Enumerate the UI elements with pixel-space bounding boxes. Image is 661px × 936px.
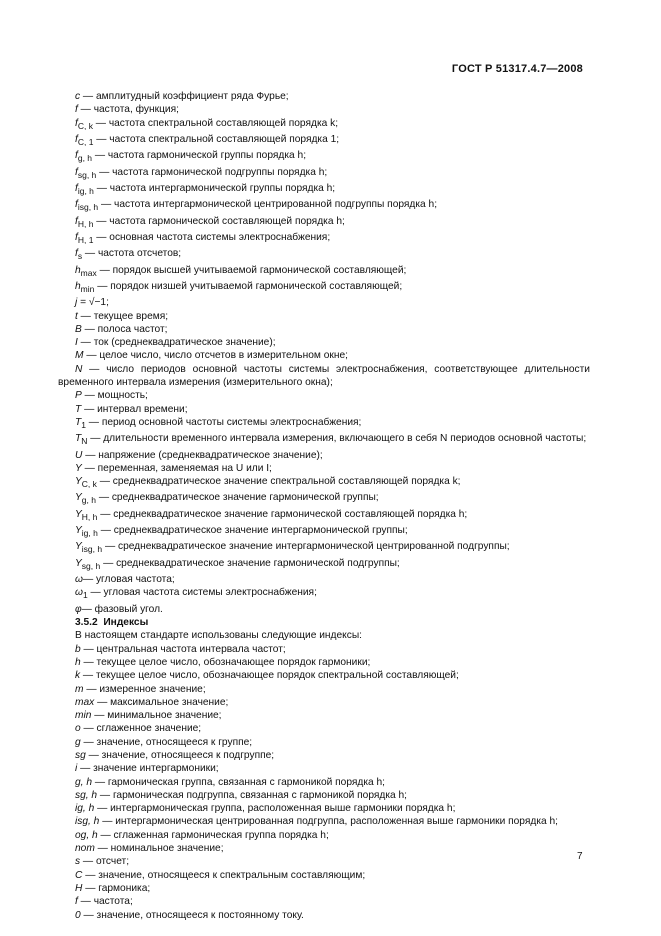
symbol-description: — минимальное значение; [91, 710, 222, 722]
symbol-description: — порядок высшей учитываемой гармонической составляющей; [96, 264, 407, 276]
symbol-n-paragraph [58, 363, 590, 390]
symbol: Y [75, 462, 82, 474]
symbol-item [58, 117, 590, 133]
symbol-subscript: g, h [81, 495, 96, 506]
symbol-description: = √−1; [77, 297, 109, 309]
symbol: sg [75, 749, 86, 761]
symbol: I [75, 337, 78, 349]
symbol-subscript: sg, h [81, 560, 101, 571]
symbol-item [58, 815, 590, 828]
symbol-item [58, 696, 590, 709]
section-intro: В настоящем стандарте использованы следующие индексы: [75, 630, 362, 642]
symbol-item [58, 133, 590, 149]
symbol-item [58, 776, 590, 789]
symbol-subscript: H, h [77, 218, 94, 229]
symbol-item [58, 842, 590, 855]
symbol-description: — частота интергармонической центрированной подгруппы порядка h; [98, 199, 438, 211]
symbol: f [75, 248, 78, 260]
symbol-description: — частота спектральной составляющей порядка k; [92, 117, 339, 129]
symbol-item [58, 449, 590, 462]
section-heading [58, 616, 590, 629]
symbol-item [58, 310, 590, 323]
symbol-description: — основная частота системы электроснабжения; [93, 231, 331, 243]
symbol-description: — длительности временного интервала измерения, включающего в себя N периодов основной частоты; [87, 433, 587, 445]
symbol-description: — среднеквадратическое значение интергармонической центрированной подгруппы; [102, 541, 510, 553]
symbol: nom [75, 843, 95, 855]
symbol-item [58, 389, 590, 402]
symbol: 0 [75, 909, 81, 921]
page-number: 7 [577, 851, 583, 862]
symbol-item [58, 557, 590, 573]
symbol-item [58, 909, 590, 922]
symbol-item [58, 540, 590, 556]
symbol-subscript: C, k [81, 479, 97, 490]
symbol-description: — текущее целое число, обозначающее порядок гармоники; [80, 656, 371, 668]
symbol-description: — фазовый угол. [81, 603, 163, 615]
symbol: M [75, 350, 84, 362]
symbol: P [75, 390, 82, 402]
symbol-item [58, 323, 590, 336]
symbol-item [58, 709, 590, 722]
section-number: 3.5.2 [75, 617, 98, 629]
symbol-item [58, 475, 590, 491]
symbol: H [75, 882, 83, 894]
symbol-subscript: sg, h [77, 169, 97, 180]
symbol: m [75, 683, 84, 695]
symbol-item [58, 198, 590, 214]
symbol: f [75, 896, 78, 908]
symbol-item [58, 749, 590, 762]
symbol: og, h [75, 829, 98, 841]
symbol-description: — число периодов основной частоты системы электроснабжения, соответствующее длительности временного интервала измерения (измерительного окна); [58, 363, 590, 388]
symbol: Y [75, 541, 82, 553]
index-list [58, 643, 590, 922]
symbol-item [58, 829, 590, 842]
symbol: b [75, 643, 81, 655]
symbol-item [58, 683, 590, 696]
symbol: t [75, 310, 78, 322]
symbol-subscript: min [80, 283, 95, 294]
symbol: T [75, 433, 82, 445]
symbol: Y [75, 525, 82, 537]
symbol-tn-paragraph [58, 432, 590, 448]
symbol-item [58, 524, 590, 540]
symbol-description: — среднеквадратическое значение спектральной составляющей порядка k; [96, 476, 461, 488]
symbol-description: — полоса частот; [81, 323, 168, 335]
symbol: f [75, 199, 78, 211]
symbol-description: — текущее время; [77, 310, 169, 322]
symbol-item [58, 215, 590, 231]
symbol: h [75, 656, 81, 668]
symbol-item [58, 789, 590, 802]
symbol-description: — значение, относящееся к спектральным составляющим; [82, 869, 366, 881]
symbol-item [58, 103, 590, 116]
symbol-description: — сглаженная гармоническая группа порядка h; [97, 829, 329, 841]
symbol: Y [75, 508, 82, 520]
symbol-item [58, 280, 590, 296]
symbol-list-2 [58, 389, 590, 432]
symbol-description: — интергармоническая группа, расположенная выше гармоники порядка h; [94, 803, 456, 815]
symbol-item [58, 736, 590, 749]
symbol-description: — измеренное значение; [83, 683, 206, 695]
symbol-description: — частота гармонической составляющей порядка h; [93, 215, 345, 227]
symbol-item [58, 895, 590, 908]
symbol-item [58, 762, 590, 775]
section-title: Индексы [103, 617, 149, 629]
symbol: U [75, 449, 83, 461]
symbol: C [75, 869, 83, 881]
symbol: g, h [75, 776, 92, 788]
symbol-item [58, 882, 590, 895]
symbol-item [58, 722, 590, 735]
symbol-description: — напряжение (среднеквадратическое значение); [82, 449, 323, 461]
symbol-item [58, 802, 590, 815]
symbol-subscript: s [77, 251, 83, 262]
symbol-description: — порядок низшей учитываемой гармонической составляющей; [94, 280, 403, 292]
symbol-item [58, 491, 590, 507]
symbol-item [58, 247, 590, 263]
symbol-subscript: 1 [82, 590, 88, 601]
symbol-item [58, 855, 590, 868]
symbol: h [75, 264, 81, 276]
symbol-item [58, 264, 590, 280]
symbol-subscript: ig, h [81, 528, 98, 539]
symbol: ω [75, 587, 83, 599]
symbol-description: — частота гармонической группы порядка h; [92, 150, 307, 162]
symbol: k [75, 670, 81, 682]
symbol: T [75, 403, 82, 415]
symbol-description: — частота; [77, 896, 133, 908]
symbol-description: — амплитудный коэффициент ряда Фурье; [80, 91, 289, 102]
symbol-subscript: g, h [77, 153, 93, 164]
symbol-subscript: H, h [81, 511, 98, 522]
symbol-item [58, 90, 590, 103]
symbol: f [75, 182, 78, 194]
symbol-description: — интергармоническая центрированная подгруппа, расположенная выше гармоники порядка h; [99, 816, 558, 828]
symbol-description: — значение, относящееся к группе; [80, 736, 253, 748]
symbol-item [58, 149, 590, 165]
symbol-item [58, 182, 590, 198]
symbol-subscript: C, 1 [77, 136, 94, 147]
symbol: f [75, 215, 78, 227]
symbol: s [75, 856, 81, 868]
symbol: i [75, 763, 78, 775]
symbol-description: — среднеквадратическое значение гармонической подгруппы; [100, 557, 400, 569]
symbol: f [75, 104, 78, 116]
symbol-item [58, 573, 590, 586]
symbol: f [75, 231, 78, 243]
symbol-description: — отсчет; [80, 856, 130, 868]
symbol-description: — угловая частота; [82, 574, 175, 586]
symbol: sg, h [75, 789, 98, 801]
symbol-description: — гармоника; [82, 882, 151, 894]
symbol: g [75, 736, 81, 748]
symbol: h [75, 280, 81, 292]
symbol-subscript: max [80, 267, 97, 278]
symbol-subscript: isg, h [77, 202, 99, 213]
symbol: N [75, 363, 83, 375]
symbol: ω [75, 574, 83, 586]
symbol-description: — гармоническая подгруппа, связанная с гармоникой порядка h; [97, 789, 408, 801]
symbol-description: — ток (среднеквадратическое значение); [77, 337, 276, 349]
symbol-item [58, 869, 590, 882]
symbol: B [75, 323, 82, 335]
symbol-item [58, 166, 590, 182]
symbol-item [58, 603, 590, 616]
symbol: T [75, 416, 82, 428]
symbol: f [75, 166, 78, 178]
symbol: φ [75, 603, 82, 615]
symbol-item [58, 586, 590, 602]
symbol-description: — среднеквадратическое значение гармонической составляющей порядка h; [97, 508, 468, 520]
symbol: Y [75, 476, 82, 488]
symbol-item [58, 669, 590, 682]
symbol-description: — целое число, число отсчетов в измерительном окне; [83, 350, 348, 362]
symbol-item [58, 416, 590, 432]
symbol-description: — значение, относящееся к подгруппе; [85, 749, 275, 761]
symbol: Y [75, 492, 82, 504]
symbol-subscript: H, 1 [77, 234, 94, 245]
symbol-description: — частота гармонической подгруппы порядка h; [96, 166, 328, 178]
symbol-description: — период основной частоты системы электроснабжения; [85, 416, 362, 428]
symbol: f [75, 150, 78, 162]
symbol-item [58, 462, 590, 475]
symbol-list [58, 90, 590, 363]
symbol-description: — текущее целое число, обозначающее порядок спектральной составляющей; [80, 670, 459, 682]
symbol-description: — гармоническая группа, связанная с гармоникой порядка h; [92, 776, 386, 788]
symbol-description: — сглаженное значение; [80, 723, 202, 735]
symbol-description: — максимальное значение; [94, 696, 229, 708]
symbol-description: — центральная частота интервала частот; [80, 643, 286, 655]
symbol: f [75, 117, 78, 129]
symbol-description: — мощность; [81, 390, 148, 402]
symbol: o [75, 723, 81, 735]
symbol-description: — частота отсчетов; [82, 248, 182, 260]
symbol-item [58, 349, 590, 362]
symbol-description: — среднеквадратическое значение гармонической группы; [95, 492, 379, 504]
symbol-item [58, 296, 590, 309]
symbol: j [75, 297, 78, 309]
symbol: ig, h [75, 803, 95, 815]
symbol-description: — значение, относящееся к постоянному току. [80, 909, 304, 921]
document-body [58, 90, 590, 922]
symbol-list-3 [58, 449, 590, 616]
symbol: isg, h [75, 816, 100, 828]
symbol-description: — среднеквадратическое значение интергармонической группы; [97, 525, 408, 537]
symbol: c [75, 91, 81, 102]
symbol-subscript: ig, h [77, 185, 94, 196]
symbol-item [58, 336, 590, 349]
symbol-description: — интервал времени; [81, 403, 188, 415]
symbol-description: — переменная, заменяемая на U или I; [81, 462, 272, 474]
symbol: max [75, 696, 95, 708]
symbol: f [75, 133, 78, 145]
symbol-description: — значение интергармоники; [77, 763, 219, 775]
symbol-subscript: isg, h [81, 544, 103, 555]
symbol-description: — номинальное значение; [94, 843, 224, 855]
symbol-description: — частота, функция; [77, 104, 179, 116]
symbol-description: — частота интергармонической группы порядка h; [93, 182, 336, 194]
symbol-item [58, 231, 590, 247]
symbol-subscript: C, k [77, 120, 93, 131]
document-header: ГОСТ Р 51317.4.7—2008 [451, 63, 583, 75]
symbol-item [58, 643, 590, 656]
symbol-item [58, 508, 590, 524]
symbol-subscript: 1 [81, 419, 86, 430]
symbol-subscript: N [81, 436, 88, 447]
symbol-item [58, 656, 590, 669]
symbol: min [75, 710, 92, 722]
symbol: Y [75, 557, 82, 569]
symbol-description: — угловая частота системы электроснабжения; [87, 587, 317, 599]
symbol-item [58, 403, 590, 416]
symbol-description: — частота спектральной составляющей порядка 1; [93, 133, 340, 145]
